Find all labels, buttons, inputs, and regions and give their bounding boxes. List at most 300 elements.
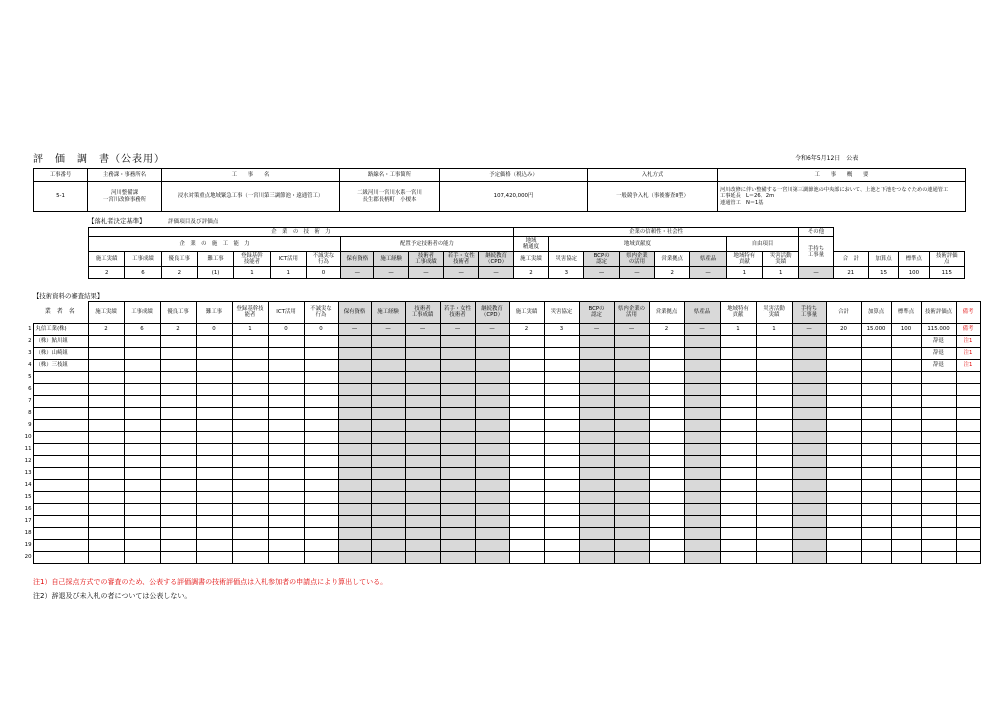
- score-cell: [160, 432, 196, 444]
- score-cell: [509, 468, 544, 480]
- score-cell: [684, 396, 720, 408]
- score-cell: [268, 492, 304, 504]
- crit-col: 登録基幹 技能者: [234, 252, 270, 267]
- score-cell: [196, 384, 232, 396]
- score-cell: [371, 384, 405, 396]
- score-cell: [649, 384, 684, 396]
- score-cell: [720, 540, 756, 552]
- score-cell: [160, 372, 196, 384]
- crit-val: 1: [234, 267, 270, 279]
- score-cell: [861, 396, 891, 408]
- score-cell: [440, 480, 475, 492]
- crit-col: 継続教育 （CPD）: [479, 252, 513, 267]
- remarks-cell: [956, 480, 980, 492]
- score-cell: [475, 336, 509, 348]
- score-cell: [684, 552, 720, 564]
- crit-col: 不誠実な 行為: [306, 252, 340, 267]
- score-cell: [232, 552, 268, 564]
- score-cell: [756, 396, 792, 408]
- crit-val: 6: [125, 267, 161, 279]
- score-cell: [304, 348, 338, 360]
- score-cell: [196, 528, 232, 540]
- score-cell: 2: [649, 324, 684, 336]
- criteria-table: [88, 227, 965, 279]
- bidder-name: （株）三枝組: [33, 360, 88, 372]
- bidder-name: [33, 372, 88, 384]
- crit-val: 3: [549, 267, 584, 279]
- sub-free: 自由項目: [726, 237, 799, 252]
- score-cell: [268, 504, 304, 516]
- bidder-name: [33, 396, 88, 408]
- score-cell: [684, 420, 720, 432]
- row-number: 17: [24, 517, 32, 524]
- score-cell: [544, 552, 579, 564]
- remarks-cell: [956, 384, 980, 396]
- score-cell: [304, 552, 338, 564]
- remarks-cell: 注1: [956, 348, 980, 360]
- score-cell: 辞退: [921, 360, 956, 372]
- score-cell: [475, 372, 509, 384]
- bidder-name: [33, 420, 88, 432]
- remarks-cell: [956, 456, 980, 468]
- score-cell: [160, 456, 196, 468]
- score-cell: [196, 468, 232, 480]
- val-summary: 河川改修に伴い整備する一宮川第三調節池の中央部において、上池と下池をつなぐための連通管工 工事延長 L＝26．2m 連通管工 N＝1基: [718, 182, 966, 212]
- score-cell: [826, 360, 861, 372]
- crit-val: —: [479, 267, 513, 279]
- crit-col: 施工実績: [89, 252, 125, 267]
- remarks-cell: 注1: [956, 360, 980, 372]
- row-number: 3: [28, 349, 32, 356]
- res-col: 営業拠点: [649, 302, 684, 324]
- score-cell: [475, 528, 509, 540]
- score-cell: [371, 408, 405, 420]
- row-number: 18: [24, 529, 32, 536]
- score-cell: [509, 360, 544, 372]
- score-cell: [756, 360, 792, 372]
- score-cell: [268, 516, 304, 528]
- score-cell: [891, 504, 921, 516]
- score-cell: [720, 348, 756, 360]
- score-cell: [440, 528, 475, 540]
- score-cell: [720, 372, 756, 384]
- score-cell: 20: [826, 324, 861, 336]
- score-cell: [475, 360, 509, 372]
- score-cell: [124, 552, 160, 564]
- score-cell: [196, 408, 232, 420]
- score-cell: [124, 540, 160, 552]
- score-cell: [232, 504, 268, 516]
- score-cell: [475, 540, 509, 552]
- score-cell: [614, 540, 649, 552]
- note-2: 注2）辞退及び未入札の者については公表しない。: [33, 592, 192, 600]
- score-cell: [371, 432, 405, 444]
- score-cell: [371, 372, 405, 384]
- score-cell: [544, 420, 579, 432]
- remarks-cell: [956, 396, 980, 408]
- score-cell: [440, 408, 475, 420]
- res-col: 施工経験: [371, 302, 405, 324]
- group-trust: 企業の信頼性・社会性: [513, 228, 799, 237]
- crit-val: —: [444, 267, 479, 279]
- score-cell: [338, 516, 371, 528]
- score-cell: [544, 336, 579, 348]
- score-cell: [792, 516, 826, 528]
- score-cell: [371, 348, 405, 360]
- score-cell: [232, 468, 268, 480]
- score-cell: [861, 372, 891, 384]
- score-cell: [304, 396, 338, 408]
- score-cell: [579, 396, 614, 408]
- score-cell: [544, 504, 579, 516]
- score-cell: [232, 360, 268, 372]
- score-cell: [544, 492, 579, 504]
- val-location: 二級河川一宮川水系一宮川 長生郡長柄町 小榎本: [340, 182, 440, 212]
- score-cell: [268, 528, 304, 540]
- score-cell: [371, 336, 405, 348]
- score-cell: [891, 480, 921, 492]
- score-cell: [579, 408, 614, 420]
- score-cell: [160, 444, 196, 456]
- score-cell: [124, 348, 160, 360]
- crit-val: —: [374, 267, 408, 279]
- score-cell: [891, 444, 921, 456]
- score-cell: [579, 480, 614, 492]
- score-cell: [792, 384, 826, 396]
- res-col: 難工事: [196, 302, 232, 324]
- score-cell: [338, 468, 371, 480]
- project-info-table: [33, 168, 966, 212]
- note-1: 注1）自己採点方式での審査のため、公表する評価調書の技術評価点は入札参加者の申請点により算出している。: [33, 578, 388, 586]
- score-cell: [509, 384, 544, 396]
- score-cell: [88, 516, 124, 528]
- score-cell: [88, 504, 124, 516]
- score-cell: [475, 480, 509, 492]
- score-cell: [891, 528, 921, 540]
- score-cell: [792, 396, 826, 408]
- score-cell: [405, 348, 440, 360]
- score-cell: [921, 396, 956, 408]
- row-number: 11: [24, 445, 32, 452]
- crit-col: 災害活動 実績: [763, 252, 799, 267]
- score-cell: [124, 360, 160, 372]
- score-cell: [304, 372, 338, 384]
- score-cell: [720, 444, 756, 456]
- score-cell: [720, 480, 756, 492]
- val-method: 一般競争入札（事後審査Ⅱ型）: [588, 182, 718, 212]
- score-cell: [371, 516, 405, 528]
- score-cell: [338, 432, 371, 444]
- score-cell: [232, 444, 268, 456]
- table-row: [24, 348, 980, 360]
- table-row: [24, 324, 980, 336]
- score-cell: [826, 456, 861, 468]
- bidder-name: [33, 492, 88, 504]
- score-cell: [232, 456, 268, 468]
- score-cell: [371, 552, 405, 564]
- score-cell: [196, 360, 232, 372]
- publish-date: 令和6年5月12日 公表: [795, 155, 859, 162]
- remarks-cell: [956, 408, 980, 420]
- score-cell: 2: [160, 324, 196, 336]
- score-cell: 3: [544, 324, 579, 336]
- score-cell: [475, 408, 509, 420]
- row-number: 10: [24, 433, 32, 440]
- score-cell: [232, 480, 268, 492]
- score-cell: [338, 552, 371, 564]
- crit-val: 2: [655, 267, 690, 279]
- score-cell: [684, 468, 720, 480]
- score-cell: [792, 480, 826, 492]
- score-cell: [88, 396, 124, 408]
- score-cell: [579, 552, 614, 564]
- score-cell: [405, 336, 440, 348]
- score-cell: [792, 552, 826, 564]
- res-col-remarks: 備考: [956, 302, 980, 324]
- score-cell: [196, 372, 232, 384]
- score-cell: [826, 336, 861, 348]
- score-cell: [579, 360, 614, 372]
- row-number: 16: [24, 505, 32, 512]
- score-cell: [861, 504, 891, 516]
- bidder-name: [33, 480, 88, 492]
- remarks-cell: [956, 516, 980, 528]
- score-cell: [720, 552, 756, 564]
- res-col: 保有資格: [338, 302, 371, 324]
- res-col: 技術評価点: [921, 302, 956, 324]
- score-cell: [826, 372, 861, 384]
- score-cell: [338, 504, 371, 516]
- score-cell: [756, 420, 792, 432]
- score-cell: —: [614, 324, 649, 336]
- crit-col: 県内企業 の活用: [619, 252, 654, 267]
- bidder-name: （株）山崎組: [33, 348, 88, 360]
- score-cell: [720, 528, 756, 540]
- score-cell: [232, 492, 268, 504]
- score-cell: [371, 360, 405, 372]
- score-cell: [921, 504, 956, 516]
- crit-val: —: [341, 267, 374, 279]
- score-cell: [921, 516, 956, 528]
- score-cell: [124, 372, 160, 384]
- table-row: [24, 444, 980, 456]
- score-cell: [232, 432, 268, 444]
- table-row: [24, 504, 980, 516]
- val-office: 河川整備課 一宮川改修事務所: [88, 182, 162, 212]
- score-cell: [861, 528, 891, 540]
- score-cell: [649, 408, 684, 420]
- score-cell: [232, 336, 268, 348]
- score-cell: —: [405, 324, 440, 336]
- crit-val: 1: [726, 267, 762, 279]
- score-cell: [891, 552, 921, 564]
- score-cell: [196, 444, 232, 456]
- score-cell: 0: [304, 324, 338, 336]
- score-cell: [371, 456, 405, 468]
- bidder-name: [33, 552, 88, 564]
- crit-col: 加算点: [868, 252, 898, 267]
- score-cell: [826, 408, 861, 420]
- score-cell: [720, 336, 756, 348]
- row-number: 14: [24, 481, 32, 488]
- score-cell: [371, 468, 405, 480]
- score-cell: [921, 444, 956, 456]
- score-cell: [614, 396, 649, 408]
- res-col: 災害活動 実績: [756, 302, 792, 324]
- crit-val: —: [584, 267, 619, 279]
- score-cell: [338, 540, 371, 552]
- crit-val: 2: [89, 267, 125, 279]
- score-cell: [792, 432, 826, 444]
- score-cell: [440, 420, 475, 432]
- score-cell: —: [371, 324, 405, 336]
- score-cell: [756, 348, 792, 360]
- score-cell: [649, 480, 684, 492]
- score-cell: [124, 444, 160, 456]
- score-cell: [196, 516, 232, 528]
- score-cell: [440, 336, 475, 348]
- score-cell: [475, 420, 509, 432]
- score-cell: [475, 432, 509, 444]
- score-cell: [614, 480, 649, 492]
- score-cell: [405, 540, 440, 552]
- score-cell: [544, 468, 579, 480]
- score-cell: [614, 432, 649, 444]
- results-section-label: 【技術資料の審査結果】: [33, 292, 104, 300]
- score-cell: [891, 396, 921, 408]
- score-cell: [861, 444, 891, 456]
- score-cell: [756, 444, 792, 456]
- score-cell: [268, 552, 304, 564]
- score-cell: [614, 516, 649, 528]
- score-cell: [756, 540, 792, 552]
- score-cell: [304, 360, 338, 372]
- score-cell: [861, 408, 891, 420]
- score-cell: [720, 420, 756, 432]
- score-cell: [509, 408, 544, 420]
- score-cell: [440, 468, 475, 480]
- score-cell: [160, 360, 196, 372]
- row-number: 13: [24, 469, 32, 476]
- score-cell: [160, 384, 196, 396]
- score-cell: [509, 420, 544, 432]
- score-cell: [232, 348, 268, 360]
- res-col: 施工実績: [509, 302, 544, 324]
- score-cell: [88, 384, 124, 396]
- score-cell: [268, 480, 304, 492]
- crit-col: 技術者 工事成績: [408, 252, 443, 267]
- score-cell: [509, 456, 544, 468]
- score-cell: 2: [88, 324, 124, 336]
- score-cell: [921, 528, 956, 540]
- score-cell: [614, 408, 649, 420]
- hdr-location: 路線名・工事箇所: [340, 169, 440, 182]
- score-cell: [475, 516, 509, 528]
- score-cell: [88, 348, 124, 360]
- score-cell: [579, 432, 614, 444]
- score-cell: [826, 492, 861, 504]
- score-cell: [792, 360, 826, 372]
- score-cell: [509, 348, 544, 360]
- score-cell: [124, 468, 160, 480]
- res-col: 標準点: [891, 302, 921, 324]
- score-cell: [440, 444, 475, 456]
- score-cell: [921, 420, 956, 432]
- row-number: 2: [28, 337, 32, 344]
- score-cell: [232, 540, 268, 552]
- score-cell: [649, 396, 684, 408]
- score-cell: [891, 336, 921, 348]
- score-cell: [268, 444, 304, 456]
- score-cell: [649, 336, 684, 348]
- score-cell: [891, 492, 921, 504]
- score-cell: [88, 468, 124, 480]
- score-cell: [475, 504, 509, 516]
- score-cell: [891, 408, 921, 420]
- score-cell: [792, 492, 826, 504]
- score-cell: [338, 420, 371, 432]
- score-cell: [720, 456, 756, 468]
- score-cell: [544, 456, 579, 468]
- score-cell: [921, 552, 956, 564]
- score-cell: [921, 480, 956, 492]
- row-number: 5: [28, 373, 32, 380]
- score-cell: [684, 408, 720, 420]
- score-cell: [684, 540, 720, 552]
- res-col: 施工実績: [88, 302, 124, 324]
- score-cell: [826, 516, 861, 528]
- crit-val: 21: [833, 267, 868, 279]
- table-row: [24, 336, 980, 348]
- crit-val: 1: [270, 267, 306, 279]
- hdr-number: 工事番号: [34, 169, 88, 182]
- score-cell: [88, 540, 124, 552]
- score-cell: 6: [124, 324, 160, 336]
- score-cell: [405, 420, 440, 432]
- score-cell: [405, 492, 440, 504]
- score-cell: [232, 396, 268, 408]
- score-cell: [371, 396, 405, 408]
- crit-val: 2: [513, 267, 548, 279]
- score-cell: [792, 444, 826, 456]
- score-cell: [614, 384, 649, 396]
- score-cell: [268, 336, 304, 348]
- score-cell: [160, 396, 196, 408]
- score-cell: [405, 504, 440, 516]
- remarks-cell: [956, 468, 980, 480]
- score-cell: [720, 384, 756, 396]
- score-cell: [891, 516, 921, 528]
- score-cell: [921, 468, 956, 480]
- score-cell: [509, 552, 544, 564]
- score-cell: [792, 528, 826, 540]
- score-cell: [544, 516, 579, 528]
- score-cell: [268, 432, 304, 444]
- score-cell: [826, 384, 861, 396]
- score-cell: [304, 504, 338, 516]
- score-cell: [579, 444, 614, 456]
- score-cell: [861, 552, 891, 564]
- remarks-cell: 注1: [956, 336, 980, 348]
- score-cell: [649, 540, 684, 552]
- score-cell: [440, 552, 475, 564]
- score-cell: [475, 348, 509, 360]
- score-cell: [196, 480, 232, 492]
- score-cell: [160, 480, 196, 492]
- score-cell: [371, 540, 405, 552]
- score-cell: [826, 480, 861, 492]
- crit-val: 2: [161, 267, 197, 279]
